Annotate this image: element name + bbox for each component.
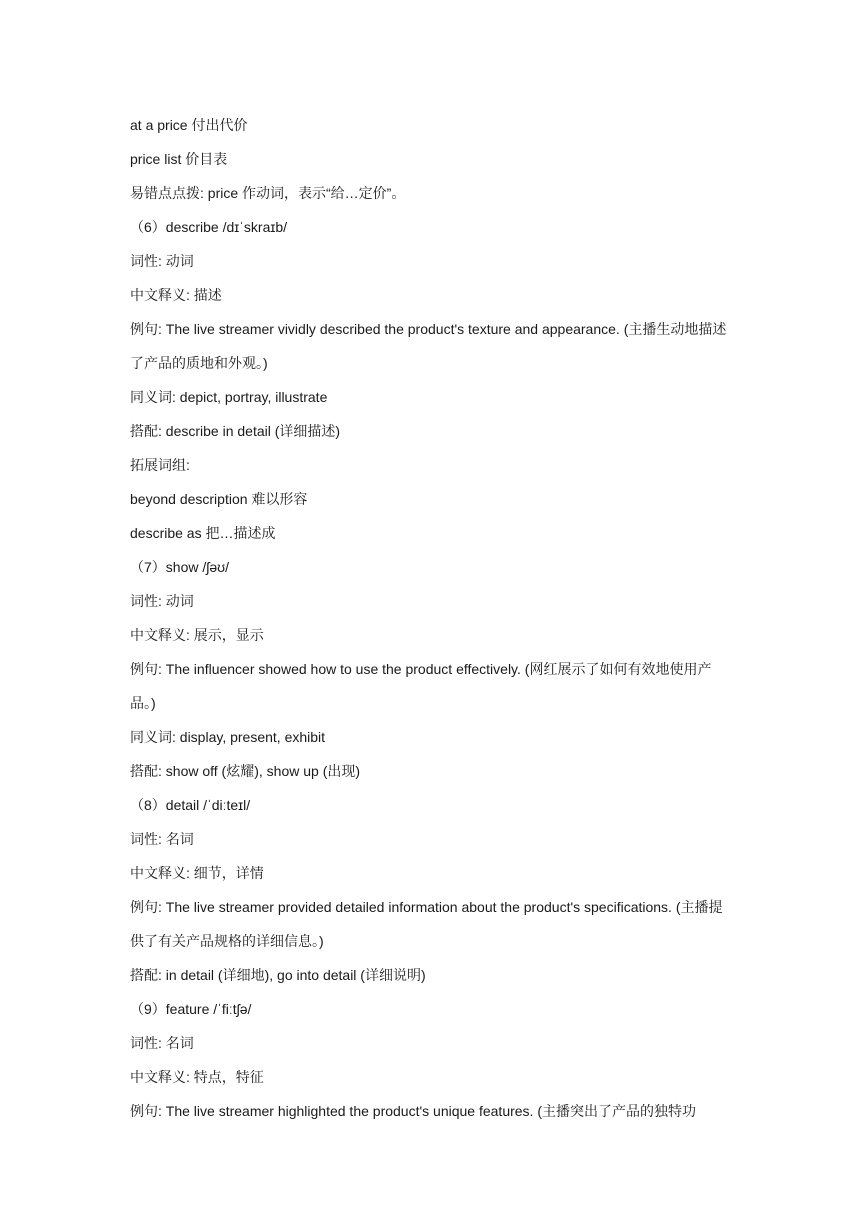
text-line: 词性: 动词 [130,253,194,269]
text-line: 同义词: display, present, exhibit [130,729,326,745]
text-line: 词性: 动词 [130,593,194,609]
example-sentence: 例句: The influencer showed how to use the product effectively. (网红展示了如何有效地使用产品。) [130,661,712,711]
text-line: 拓展词组: [130,457,190,473]
entry-heading-show: （7）show /ʃəʊ/ [130,559,229,575]
entry-heading-detail: （8）detail /ˈdiːteɪl/ [130,797,251,813]
text-line: 搭配: describe in detail (详细描述) [130,423,341,439]
text-line: 中文释义: 展示，显示 [130,627,264,643]
example-sentence: 例句: The live streamer provided detailed information about the product's specifications. (主播提供了有关产品规格的详细信息。) [130,899,723,949]
text-line: 中文释义: 描述 [130,287,222,303]
text-line: price list 价目表 [130,151,228,167]
text-line: describe as 把…描述成 [130,525,276,541]
entry-heading-feature: （9）feature /ˈfiːtʃə/ [130,1001,252,1017]
document-page [130,108,736,1128]
text-line: 中文释义: 特点，特征 [130,1069,264,1085]
text-line: 词性: 名词 [130,1035,194,1051]
text-line: at a price 付出代价 [130,117,248,133]
example-sentence: 例句: The live streamer vividly described the product's texture and appearance. (主播生动地描述了产品的质地和外观。) [130,321,727,371]
text-line: 同义词: depict, portray, illustrate [130,389,328,405]
text-line: 搭配: in detail (详细地), go into detail (详细说明) [130,967,426,983]
entry-heading-describe: （6）describe /dɪˈskraɪb/ [130,219,288,235]
text-line: 易错点点拨: price 作动词，表示“给…定价”。 [130,185,406,201]
text-line: 中文释义: 细节，详情 [130,865,264,881]
text-line: 搭配: show off (炫耀), show up (出现) [130,763,361,779]
text-line: 词性: 名词 [130,831,194,847]
example-sentence: 例句: The live streamer highlighted the product's unique features. (主播突出了产品的独特功 [130,1103,696,1119]
text-line: beyond description 难以形容 [130,491,308,507]
